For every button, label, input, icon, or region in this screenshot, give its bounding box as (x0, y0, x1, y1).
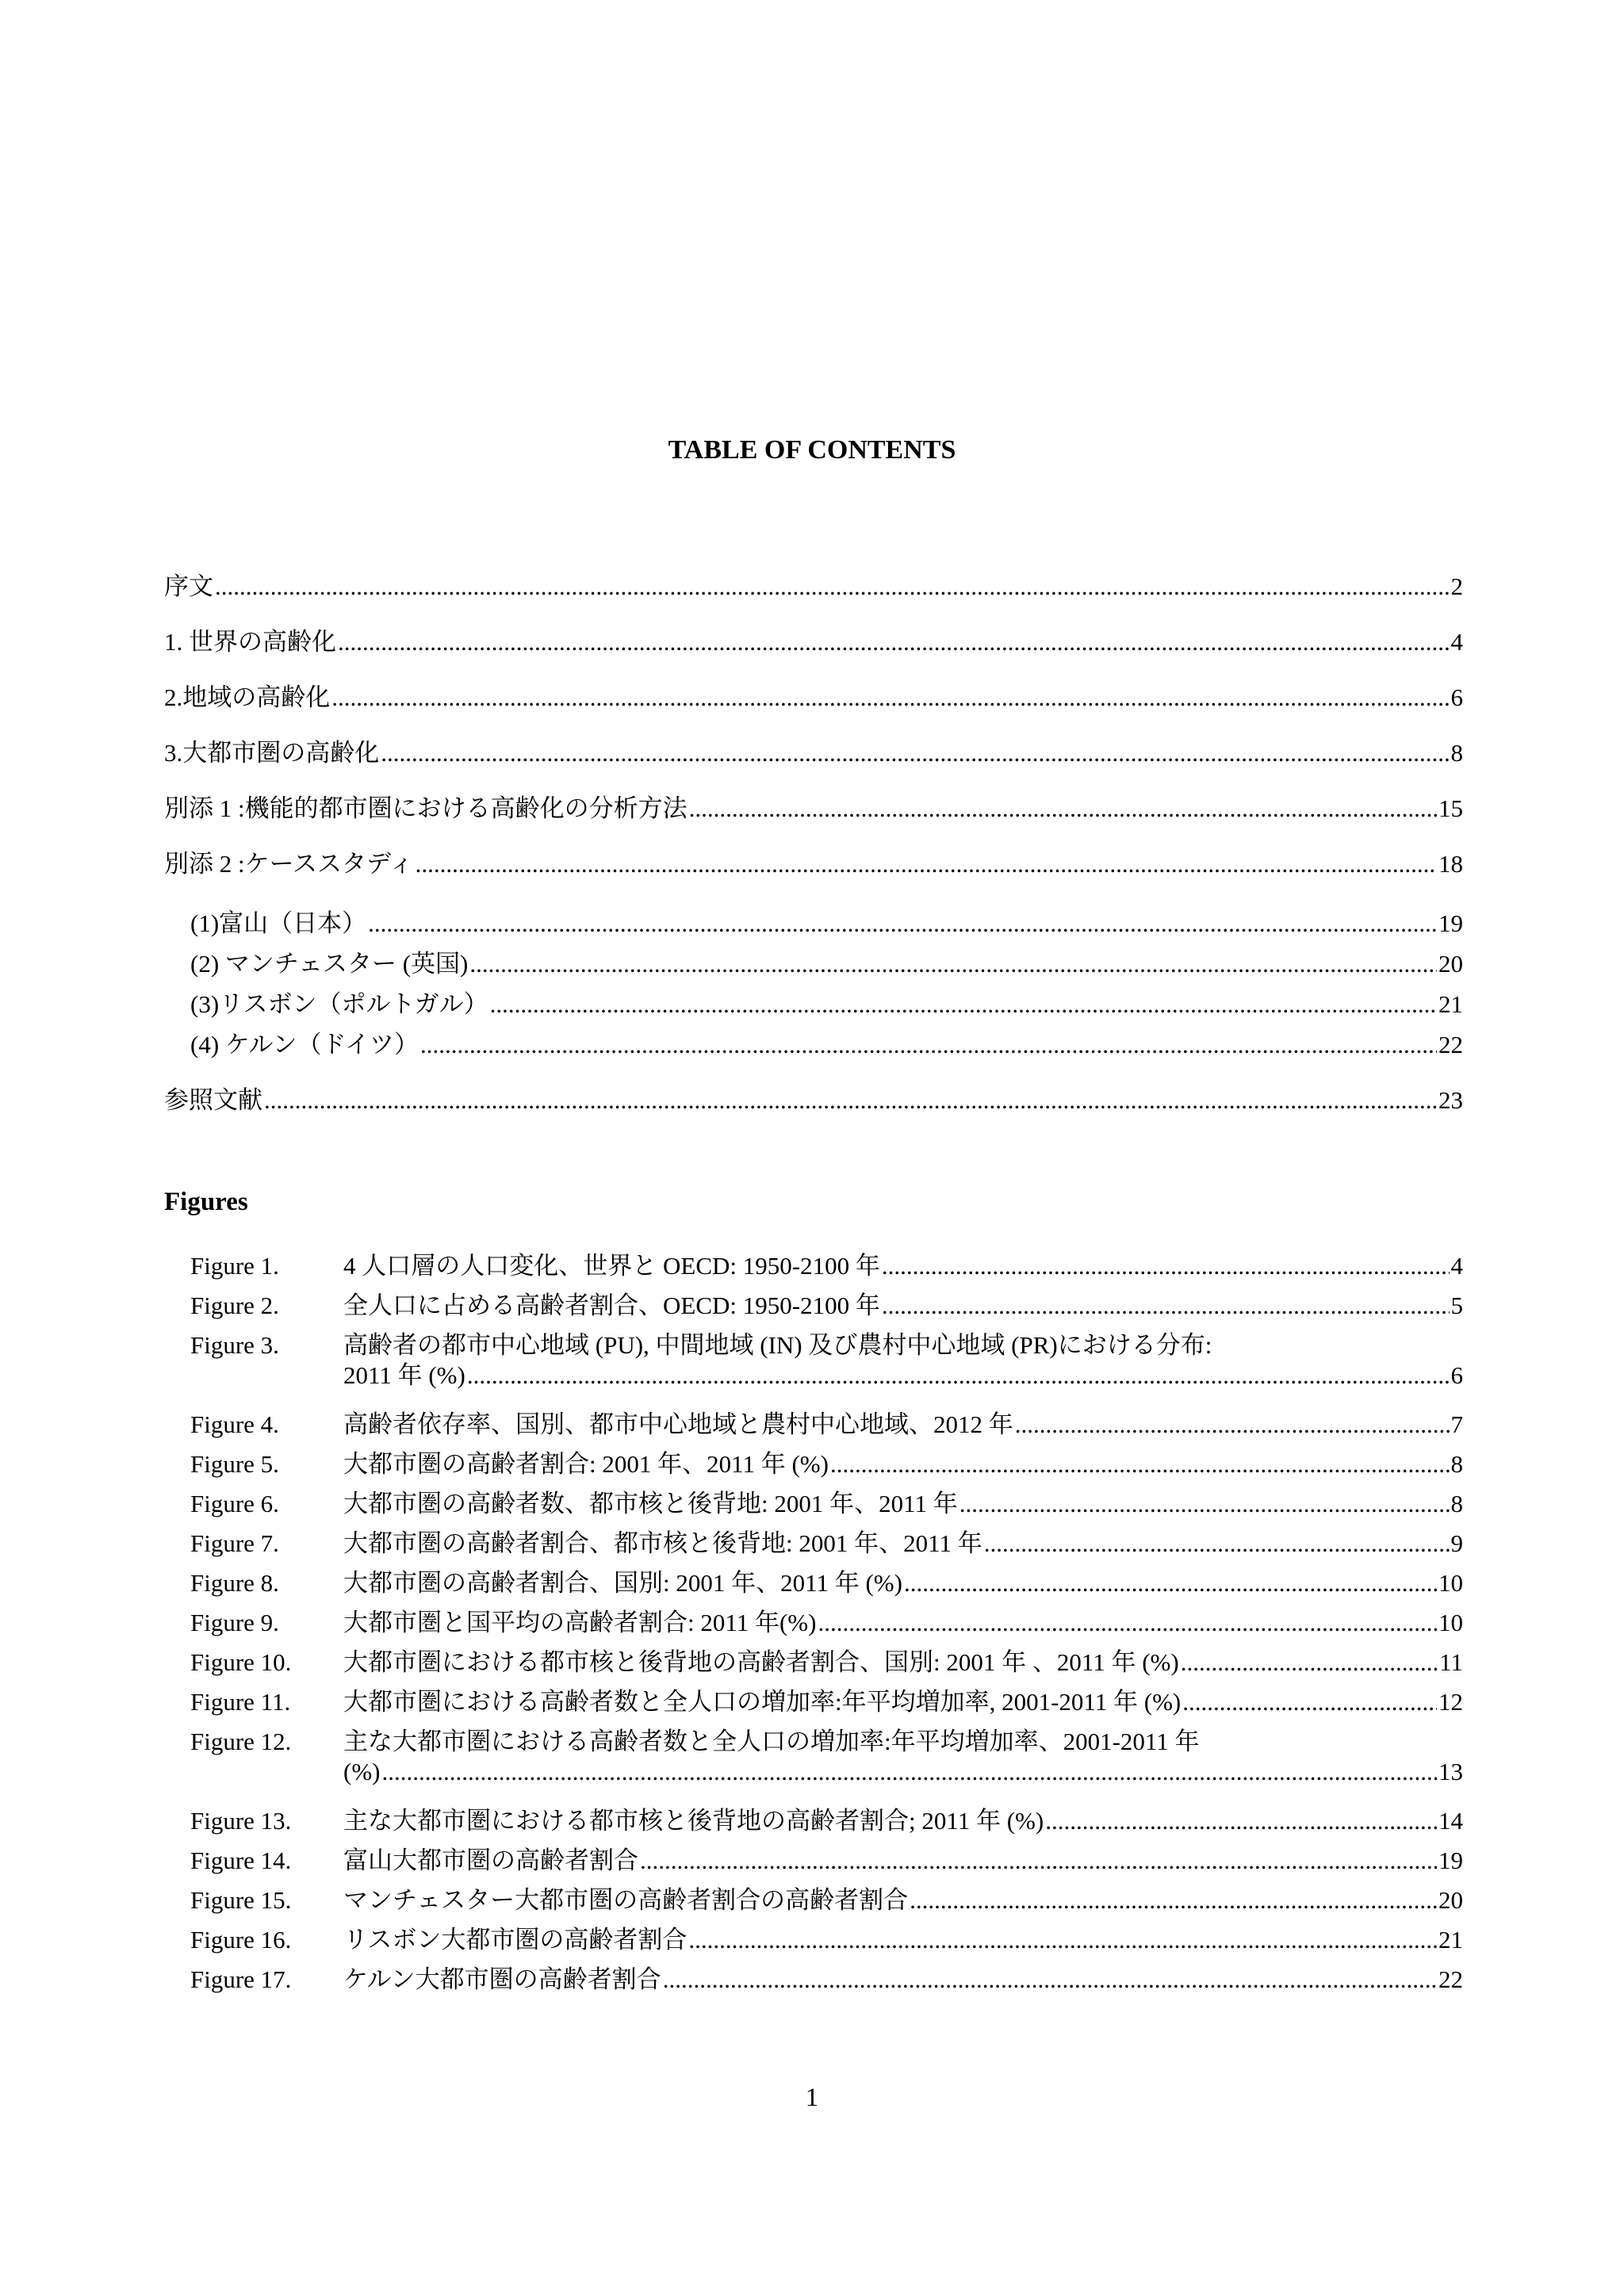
toc-entry-preface[interactable] (164, 571, 1463, 603)
page-title: TABLE OF CONTENTS (668, 435, 956, 465)
toc-entry-references[interactable] (164, 1085, 1463, 1116)
figure-number: Figure 14. (190, 1846, 292, 1874)
figure-title: ケルン大都市圏の高齢者割合 (343, 1965, 661, 1993)
figure-title: 全人口に占める高齢者割合、OECD: 1950-2100 年 (343, 1292, 880, 1319)
toc-entry-page: 19 (1438, 909, 1463, 937)
toc-entry-label: 序文 (164, 572, 213, 600)
toc-entry-label: (4) ケルン（ドイツ） (190, 1031, 419, 1058)
toc-entry-annex-1[interactable] (164, 793, 1463, 825)
figure-page: 8 (1450, 1490, 1463, 1517)
figure-number: Figure 16. (190, 1926, 292, 1954)
figure-number: Figure 7. (190, 1529, 279, 1557)
toc-entry-label: (3)リスボン（ポルトガル） (190, 990, 488, 1018)
figure-title: リスボン大都市圏の高齢者割合 (343, 1926, 688, 1954)
figure-number: Figure 17. (190, 1965, 292, 1993)
toc-entry-page: 8 (1450, 739, 1463, 767)
figure-page: 8 (1450, 1450, 1463, 1478)
figure-number: Figure 4. (190, 1410, 279, 1438)
toc-entry-case-cologne[interactable] (190, 1029, 1463, 1061)
toc-entry-page: 6 (1450, 683, 1463, 711)
figure-number: Figure 3. (190, 1331, 279, 1359)
figure-page: 20 (1438, 1886, 1463, 1914)
toc-entry-page: 22 (1438, 1031, 1463, 1058)
toc-entry-label: 参照文献 (164, 1086, 262, 1114)
toc-entry-page: 2 (1450, 572, 1463, 600)
toc-entry-label: (1)富山（日本） (190, 909, 367, 937)
page-number: 1 (805, 2084, 819, 2112)
figure-page: 12 (1438, 1688, 1463, 1716)
toc-entry-label: 別添 1 :機能的都市圏における高齢化の分析方法 (164, 794, 688, 822)
figure-title: 高齢者依存率、国別、都市中心地域と農村中心地域、2012 年 (343, 1410, 1013, 1438)
figure-title: 大都市圏における都市核と後背地の高齢者割合、国別: 2001 年 、2011 年 (%) (343, 1648, 1179, 1676)
toc-entry-label: 別添 2 :ケーススタディ (164, 850, 414, 878)
figure-number: Figure 6. (190, 1490, 279, 1517)
toc-entry-chapter-3[interactable] (164, 737, 1463, 769)
figure-title: マンチェスター大都市圏の高齢者割合の高齢者割合 (343, 1886, 909, 1914)
figure-title: 主な大都市圏における都市核と後背地の高齢者割合; 2011 年 (%) (343, 1807, 1044, 1835)
figure-title: 大都市圏の高齢者割合、国別: 2001 年、2011 年 (%) (343, 1569, 902, 1597)
toc-entry-label: 2.地域の高齢化 (164, 683, 331, 711)
figure-title: 大都市圏の高齢者数、都市核と後背地: 2001 年、2011 年 (343, 1490, 958, 1517)
figure-page: 10 (1438, 1569, 1463, 1597)
figure-number: Figure 10. (190, 1648, 292, 1676)
figure-title: 大都市圏の高齢者割合: 2001 年、2011 年 (%) (343, 1450, 829, 1478)
figure-title: 大都市圏における高齢者数と全人口の増加率:年平均増加率, 2001-2011 年 (%) (343, 1688, 1182, 1716)
figure-title: 高齢者の都市中心地域 (PU), 中間地域 (IN) 及び農村中心地域 (PR)における分布: (343, 1331, 1212, 1359)
toc-entry-label: (2) マンチェスター (英国) (190, 950, 469, 978)
figure-number: Figure 9. (190, 1609, 279, 1636)
figure-page: 13 (1438, 1758, 1463, 1785)
figure-number: Figure 12. (190, 1728, 292, 1755)
toc-entry-annex-2[interactable] (164, 848, 1463, 880)
figure-title: 大都市圏の高齢者割合、都市核と後背地: 2001 年、2011 年 (343, 1529, 982, 1557)
figure-title-continued: 2011 年 (%) (343, 1361, 465, 1389)
figure-page: 9 (1450, 1529, 1463, 1557)
figure-page: 6 (1450, 1361, 1463, 1389)
toc-entry-page: 15 (1438, 794, 1463, 822)
figure-title: 主な大都市圏における高齢者数と全人口の増加率:年平均増加率、2001-2011 年 (343, 1728, 1200, 1755)
figure-number: Figure 13. (190, 1807, 292, 1835)
toc-entry-page: 21 (1438, 990, 1463, 1018)
figure-title: 大都市圏と国平均の高齢者割合: 2011 年(%) (343, 1609, 817, 1636)
figure-page: 10 (1438, 1609, 1463, 1636)
figure-page: 19 (1438, 1846, 1463, 1874)
toc-entry-label: 1. 世界の高齢化 (164, 628, 336, 656)
figure-title-continued: (%) (343, 1758, 381, 1785)
figure-number: Figure 15. (190, 1886, 292, 1914)
figure-page: 5 (1450, 1292, 1463, 1319)
toc-entry-case-toyama[interactable] (190, 908, 1463, 939)
toc-entry-case-manchester[interactable] (190, 948, 1463, 980)
figure-title: 富山大都市圏の高齢者割合 (343, 1846, 638, 1874)
figure-title: 4 人口層の人口変化、世界と OECD: 1950-2100 年 (343, 1252, 880, 1280)
toc-entry-page: 23 (1438, 1086, 1463, 1114)
toc-entry-case-lisbon[interactable] (190, 989, 1463, 1020)
figure-number: Figure 5. (190, 1450, 279, 1478)
figure-page: 21 (1438, 1926, 1463, 1954)
toc-entry-page: 18 (1438, 850, 1463, 878)
figure-page: 22 (1438, 1965, 1463, 1993)
figure-page: 14 (1438, 1807, 1463, 1835)
figure-number: Figure 2. (190, 1292, 279, 1319)
figure-number: Figure 11. (190, 1688, 291, 1716)
toc-entry-page: 20 (1438, 950, 1463, 978)
toc-entry-label: 3.大都市圏の高齢化 (164, 739, 380, 767)
figure-page: 4 (1450, 1252, 1463, 1280)
toc-entry-chapter-2[interactable] (164, 682, 1463, 714)
figure-number: Figure 1. (190, 1252, 279, 1280)
figure-number: Figure 8. (190, 1569, 279, 1597)
toc-entry-page: 4 (1450, 628, 1463, 656)
figure-page: 11 (1439, 1648, 1463, 1676)
toc-entry-chapter-1[interactable] (164, 626, 1463, 658)
figures-heading: Figures (164, 1188, 248, 1216)
figure-page: 7 (1450, 1410, 1463, 1438)
